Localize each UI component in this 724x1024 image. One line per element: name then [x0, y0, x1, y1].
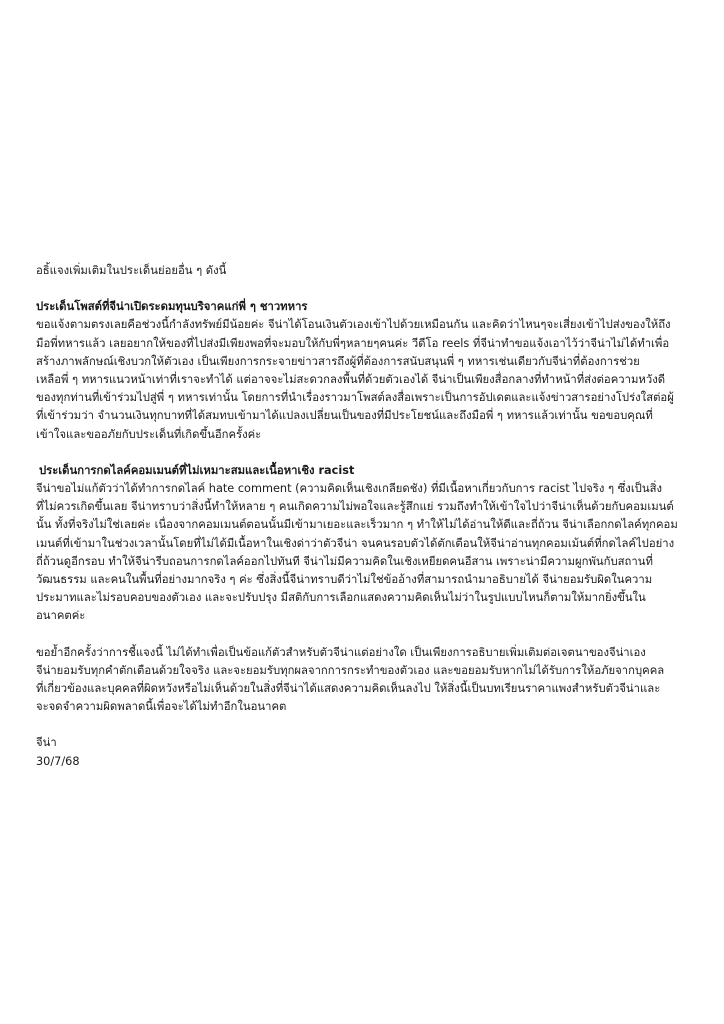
- section1-line: สร้างภาพลักษณ์เชิงบวกให้ตัวเอง เป็นเพียงการกระจายข่าวสารถึงผู้ที่ต้องการสนับสนุนพี่ ๆ ทหารเช่นเดียวกับจีน่าที่ต้องการช่วย: [36, 354, 640, 368]
- section2-line: ถี่ถ้วนดูอีกรอบ ทำให้จีน่ารีบถอนการกดไลค์ออกไปทันที จีน่าไม่มีความคิดในเชิงเหยียดคนอีสาน เพราะน่ามีความผูกพันกับสถานที่: [36, 554, 653, 568]
- section1-line: เข้าใจและขออภัยกับประเด็นที่เกิดขึ้นอีกครั้งค่ะ: [36, 427, 262, 441]
- closing-line: ที่เกี่ยวข้องและบุคคลที่ผิดหวังหรือไม่เห็นด้วยในสิ่งที่จีน่าได้แสดงความคิดเห็นลงไป ให้สิ่งนี้เป็นบทเรียนราคาแพงสำหรับตัวจีน่าและ: [36, 682, 661, 696]
- section2-line: อนาคตค่ะ: [36, 609, 86, 623]
- section1-line: ที่เข้าร่วมว่า จำนวนเงินทุกบาทที่ได้สมทบเข้ามาได้แปลงเปลี่ยนเป็นของที่มีประโยชน์และถึงมือพี่ ๆ ทหารแล้วเท่านั้น ขอขอบคุณที่: [36, 409, 653, 423]
- section2-line: นั้น ทั้งที่จริงไม่ใช่เลยค่ะ เนื่องจากคอมเมนต์ตอนนั้นมีเข้ามาเยอะและเร็วมาก ๆ ทำให้ไม่ได้อ่านให้ดีและถี่ถ้วน จีน่าเลือกกดไลค์ทุกคอม: [36, 518, 678, 532]
- signature-date: 30/7/68: [36, 754, 80, 768]
- section2-line: เมนต์ที่เข้ามาในช่วงเวลานั้นโดยที่ไม่ได้มีเนื้อหาในเชิงด่าว่าตัวจีน่า จนคนรอบตัวได้ตักเตือนให้จีน่าอ่านทุกคอมเม้นต์ที่กดไลค์ไปอย่าง: [36, 536, 675, 550]
- closing-line: จะจดจำความผิดพลาดนี้เพื่อจะได้ไม่ทำอีกในอนาคต: [36, 700, 287, 714]
- intro-line: อธิ้แจงเพิ่มเติมในประเด็นย่อยอื่น ๆ ดังนี้: [36, 264, 227, 277]
- section1-body: [36, 316, 688, 443]
- closing-line: จีน่ายอมรับทุกคำตักเตือนด้วยใจจริง และจะยอมรับทุกผลจากการกระทำของตัวเอง และขอยอมรับหากไม่ได้รับการให้อภัยจากบุคคล: [36, 663, 665, 677]
- section1-line: ขอแจ้งตามตรงเลยคือช่วงนี้กำลังทรัพย์มีน้อยค่ะ จีน่าได้โอนเงินตัวเองเข้าไปด้วยเหมือนกัน และคิดว่าไหนๆจะเสี่ยงเข้าไปส่งของให้ถึง: [36, 318, 671, 332]
- section2-line: วัฒนธรรม และคนในพื้นที่อย่างมากจริง ๆ ค่ะ ซึ่งสิ่งนี้จีน่าทราบดีว่าไม่ใช่ข้ออ้างที่สามารถนำมาอธิบายได้ จีน่ายอมรับผิดในความ: [36, 573, 653, 587]
- section1-line: ของทุกท่านที่เข้าร่วมไปสู่พี่ ๆ ทหารเท่านั้น โดยการที่นำเรื่องราวมาโพสต์ลงสื่อเพราะเป็นการอัปเดตและแจ้งข่าวสารอย่างโปร่งใสต่อผู้: [36, 391, 674, 405]
- section1-heading: ประเด็นโพสต์ที่จีน่าเปิดระดมทุนบริจาคแก่พี่ ๆ ชาวทหาร: [36, 300, 308, 314]
- section2-line: จีน่าขอไม่แก้ตัวว่าได้ทำการกดไลค์ hate comment (ความคิดเห็นเชิงเกลียดชัง) ที่มีเนื้อหาเกี่ยวกับการ racist ไปจริง ๆ ซึ่งเป็นสิ่ง: [36, 482, 662, 496]
- spacer: [36, 716, 688, 734]
- section2-heading: ประเด็นการกดไลค์คอมเมนต์ที่ไม่เหมาะสมและเนื้อหาเชิง racist: [39, 463, 355, 477]
- section1-line: มือพี่ทหารแล้ว เลยอยากให้ของที่ไปส่งมีเพียงพอที่จะมอบให้กับพี่ๆหลายๆคนค่ะ วีดีโอ reels ที่จีน่าทำขอแจ้งเอาไว้ว่าจีน่าไม่ได้ทำเพื่อ: [36, 336, 670, 350]
- section2-line: ประมาทและไม่รอบคอบของตัวเอง และจะปรับปรุง มีสติกับการเลือกแสดงความคิดเห็นไม่ว่าในรูปแบบไหนก็ตามให้มากยิ่งขึ้นใน: [36, 591, 646, 605]
- spacer: [36, 444, 688, 462]
- spacer: [36, 280, 688, 298]
- closing-line: ขอย้ำอีกครั้งว่าการชี้แจงนี้ ไม่ได้ทำเพื่อเป็นข้อแก้ตัวสำหรับตัวจีน่าแต่อย่างใด เป็นเพียงการอธิบายเพิ่มเติมต่อเจตนาของจีน่าเอง: [36, 645, 646, 659]
- section2-body: [36, 480, 688, 626]
- closing-paragraph: [36, 644, 688, 717]
- section1-line: เหลือพี่ ๆ ทหารแนวหน้าเท่าที่เราจะทำได้ แต่อาจจะไม่สะดวกลงพื้นที่ด้วยตัวเองได้ จีน่าเป็นเพียงสื่อกลางที่ทำหน้าที่ส่งต่อความหวังดี: [36, 373, 666, 387]
- signature-name: จีน่า: [36, 736, 57, 750]
- spacer: [36, 626, 688, 644]
- section2-line: ที่ไม่ควรเกิดขึ้นเลย จีน่าทราบว่าสิ่งนี้ทำให้หลาย ๆ คนเกิดความไม่พอใจและรู้สึกแย่ รวมถึงทำให้เข้าใจไปว่าจีน่าเห็นด้วยกับคอมเมนต์: [36, 500, 674, 514]
